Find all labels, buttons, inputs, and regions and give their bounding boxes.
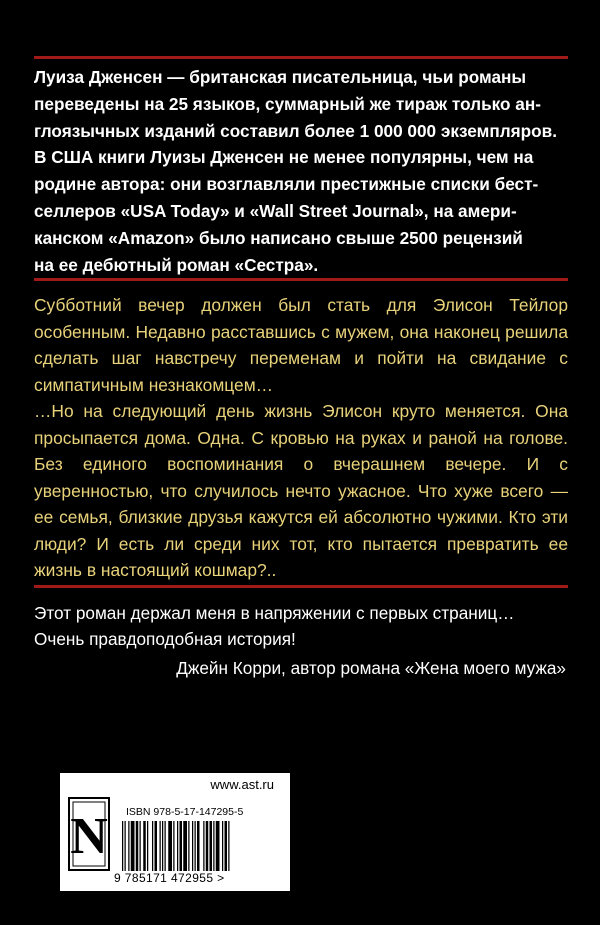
synopsis-paragraph-1: Субботний вечер должен был стать для Элисон Тейлор особенным. Недавно расставшись с мужем, она наконец решила сделать шаг навстречу переменам и пойти на свидание с симпатичным незнакомцем… <box>34 295 568 395</box>
barcode-bar <box>225 821 228 871</box>
bio-line: переведены на 25 языков, суммарный же тираж только ан- <box>34 93 541 114</box>
barcode-bar <box>168 821 172 871</box>
barcode-bar <box>152 821 153 871</box>
barcode-bar <box>122 821 123 871</box>
barcode-bar <box>125 821 126 871</box>
barcode-bar <box>203 821 204 871</box>
barcode-bar <box>180 821 183 871</box>
bio-line: селлеров «USA Today» и «Wall Street Journal», на амери- <box>34 200 517 221</box>
isbn-number: ISBN 978-5-17-147295-5 <box>126 806 244 818</box>
barcode-bar <box>216 821 220 871</box>
barcode-bar <box>140 821 141 871</box>
barcode-bar <box>165 821 166 871</box>
bio-line: В США книги Луизы Дженсен не менее популярны, чем на <box>34 147 534 168</box>
quote-line-1: Этот роман держал меня в напряжении с первых страниц… <box>34 603 515 623</box>
book-synopsis <box>34 292 568 584</box>
barcode-bar <box>222 821 223 871</box>
bio-line: на ее дебютный роман «Сестра». <box>34 254 319 275</box>
barcode-bar <box>136 821 139 871</box>
barcode-bar <box>195 821 196 871</box>
barcode-icon <box>120 821 278 871</box>
bio-line: Луиза Дженсен — британская писательница, чьи романы <box>34 67 527 87</box>
barcode-bar <box>228 821 229 871</box>
barcode-bar <box>173 821 174 871</box>
quote-line-2: Очень правдоподобная история! <box>34 628 296 649</box>
bio-line: глоязычных изданий составил более 1 000 000 экземпляров. <box>34 120 558 141</box>
logo-letter: N <box>70 808 108 865</box>
barcode-bar <box>197 821 200 871</box>
barcode-bar <box>160 821 161 871</box>
barcode-bar <box>128 821 129 871</box>
barcode-card <box>60 773 290 891</box>
divider-bottom <box>34 585 568 588</box>
barcode-bar <box>210 821 213 871</box>
barcode-bar <box>162 821 163 871</box>
barcode-bar <box>131 821 135 871</box>
bio-line: канском «Amazon» было написано свыше 2500 рецензий <box>34 227 523 248</box>
synopsis-paragraph-2: …Но на следующий день жизнь Элисон круто меняется. Она просыпается дома. Одна. С кровью на руках и раной на голове. Без единого воспоминания о вчерашнем вечере. И с уверенностью, что случилось нечто ужасное. Что хуже всего — ее семья, близкие друзья кажутся ей абсолютно чужими. Кто эти люди? И есть ли среди них тот, кто пытается превратить ее жизнь в настоящий кошмар?.. <box>34 401 568 580</box>
barcode-digits: 9 785171 472955 > <box>114 871 225 885</box>
review-quote <box>34 601 568 652</box>
barcode-bar <box>188 821 189 871</box>
barcode-bar <box>155 821 158 871</box>
bio-line: родине автора: они возглавляли престижные списки бест- <box>34 174 539 195</box>
divider-middle <box>34 278 568 281</box>
quote-attribution: Джейн Корри, автор романа «Жена моего мужа» <box>176 658 566 678</box>
barcode-bar <box>147 821 148 871</box>
barcode-bar <box>177 821 178 871</box>
barcode-bar <box>183 821 187 871</box>
barcode-bar <box>192 821 193 871</box>
barcode-bar <box>213 821 214 871</box>
publisher-logo-icon <box>68 797 110 871</box>
author-bio <box>34 64 568 278</box>
website-url: www.ast.ru <box>210 777 274 792</box>
barcode-bar <box>206 821 209 871</box>
divider-top <box>34 56 568 59</box>
barcode-bar <box>143 821 146 871</box>
